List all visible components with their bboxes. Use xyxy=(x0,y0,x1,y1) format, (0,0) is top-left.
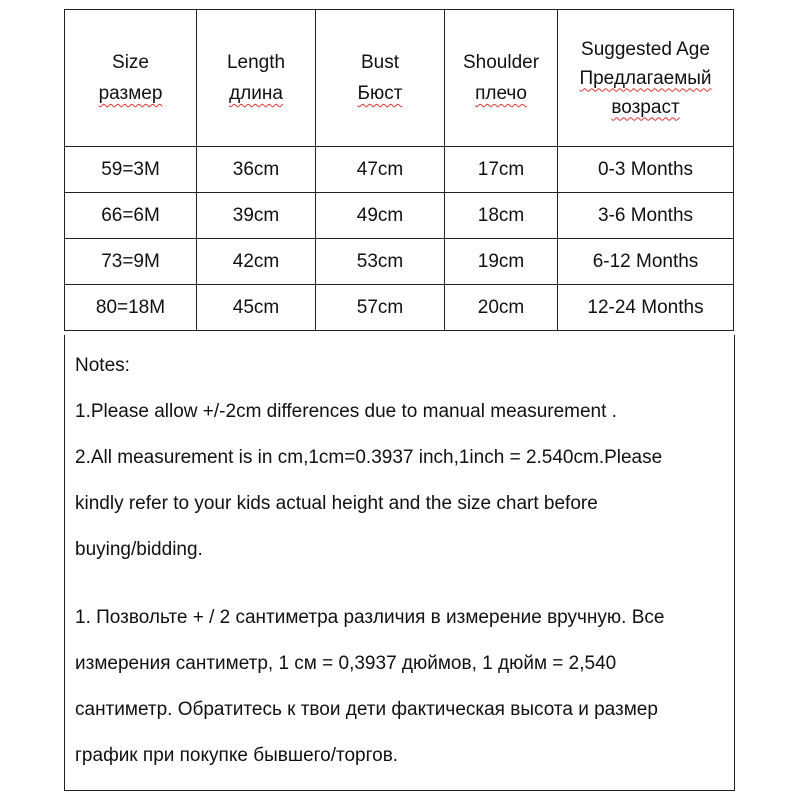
cell-size: 73=9M xyxy=(65,239,197,285)
header-label-ru-2: возраст xyxy=(611,96,680,118)
header-label-en: Size xyxy=(112,52,149,73)
cell-age: 3-6 Months xyxy=(558,193,734,239)
table-row xyxy=(65,285,734,331)
notes-en-line-2: 2.All measurement is in cm,1cm=0.3937 inch,1inch = 2.540cm.Please xyxy=(75,447,663,468)
cell-shoulder: 20cm xyxy=(445,285,558,331)
cell-length: 45cm xyxy=(197,285,316,331)
header-label-ru: длина xyxy=(229,83,283,104)
header-label-ru: размер xyxy=(98,83,163,104)
header-size xyxy=(65,10,197,147)
header-shoulder xyxy=(445,10,558,147)
header-label-ru: Бюст xyxy=(357,83,403,104)
notes-en-line-4: buying/bidding. xyxy=(75,539,203,560)
cell-shoulder: 18cm xyxy=(445,193,558,239)
cell-length: 36cm xyxy=(197,147,316,193)
cell-size: 80=18M xyxy=(65,285,197,331)
header-bust xyxy=(316,10,445,147)
cell-bust: 53cm xyxy=(316,239,445,285)
notes-en-line-1: 1.Please allow +/-2cm differences due to manual measurement . xyxy=(75,401,617,422)
header-label-en: Bust xyxy=(360,52,400,73)
header-length xyxy=(197,10,316,147)
table-header-row xyxy=(65,10,734,147)
notes-section xyxy=(64,335,735,791)
notes-en-line-3: kindly refer to your kids actual height and the size chart before xyxy=(75,493,598,514)
cell-bust: 49cm xyxy=(316,193,445,239)
notes-spacer xyxy=(75,573,724,595)
header-suggested-age xyxy=(558,10,734,147)
cell-length: 39cm xyxy=(197,193,316,239)
table-row xyxy=(65,147,734,193)
header-label-en: Shoulder xyxy=(462,52,540,73)
header-label-en: Suggested Age xyxy=(581,38,710,60)
cell-length: 42cm xyxy=(197,239,316,285)
header-label-ru: плечо xyxy=(475,83,527,104)
cell-bust: 57cm xyxy=(316,285,445,331)
cell-age: 6-12 Months xyxy=(558,239,734,285)
cell-age: 12-24 Months xyxy=(558,285,734,331)
header-label-ru: Предлагаемый xyxy=(579,67,712,89)
cell-age: 0-3 Months xyxy=(558,147,734,193)
cell-shoulder: 19cm xyxy=(445,239,558,285)
cell-bust: 47cm xyxy=(316,147,445,193)
cell-size: 59=3M xyxy=(65,147,197,193)
notes-ru-line-4: график при покупке бывшего/торгов. xyxy=(75,745,399,766)
notes-title: Notes: xyxy=(75,355,130,376)
notes-ru-line-3: сантиметр. Обратитесь к твои дети фактическая высота и размер xyxy=(75,699,658,720)
table-row xyxy=(65,239,734,285)
table-row xyxy=(65,193,734,239)
notes-ru-line-1: 1. Позвольте + / 2 сантиметра различия в измерение вручную. Все xyxy=(75,607,665,628)
header-label-en: Length xyxy=(226,52,286,73)
cell-shoulder: 17cm xyxy=(445,147,558,193)
size-chart-table xyxy=(64,9,734,331)
cell-size: 66=6M xyxy=(65,193,197,239)
notes-ru-line-2: измерения сантиметр, 1 см = 0,3937 дюймов, 1 дюйм = 2,540 xyxy=(75,653,617,674)
